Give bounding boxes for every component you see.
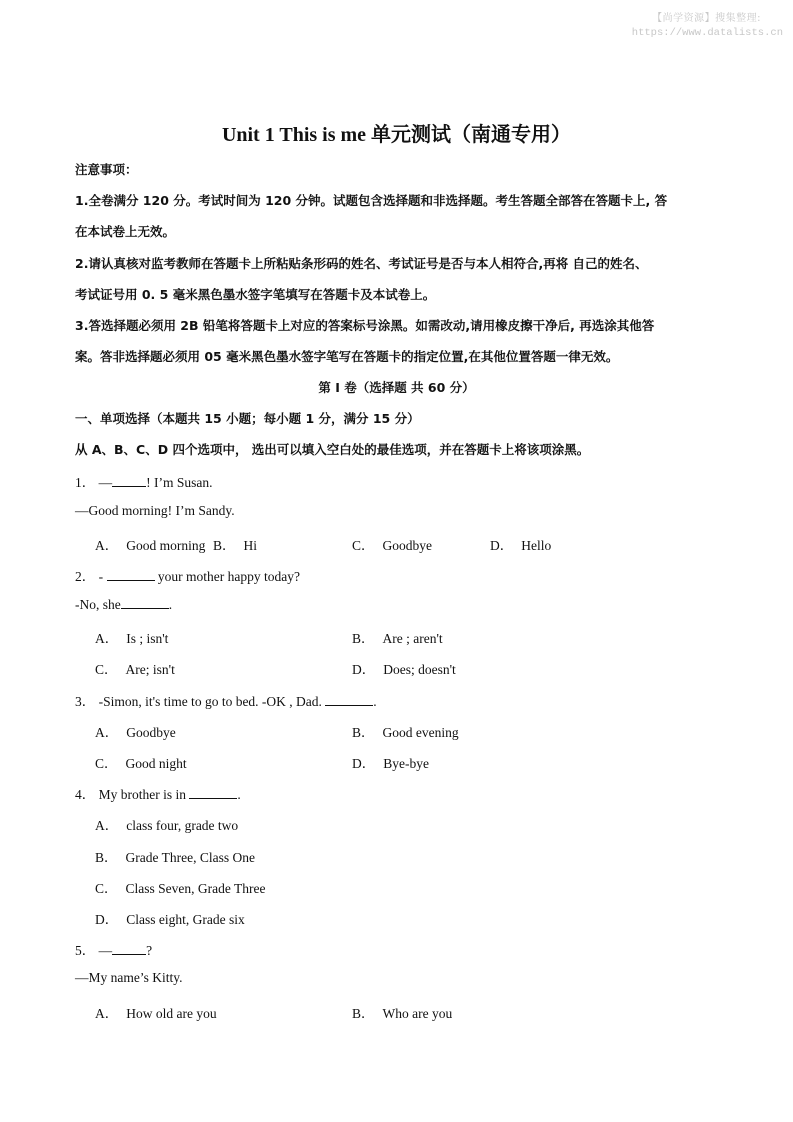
question-5-option-b[interactable]: B． Who are you <box>352 1006 453 1021</box>
answer-blank <box>189 786 237 799</box>
document-title: Unit 1 This is me 单元测试（南通专用） <box>221 124 572 146</box>
question-number: 1． <box>75 475 96 490</box>
question-5: 5． — ? <box>75 943 153 958</box>
watermark <box>632 12 783 40</box>
section-instructions: 从 A、B、C、D 四个选项中， 选出可以填入空白处的最佳选项，并在答题卡上将该项涂黑。 <box>75 442 590 457</box>
question-3-option-c[interactable]: C． Good night <box>95 756 187 771</box>
question-number: 5． <box>75 943 96 958</box>
notice-item-2-line-2: 考试证号用 0. 5 毫米黑色墨水签字笔填写在答题卡及本试卷上。 <box>75 287 436 302</box>
question-1-option-b[interactable]: B． Hi <box>213 538 258 553</box>
answer-blank <box>121 596 169 609</box>
answer-blank <box>107 568 155 581</box>
question-4-option-b[interactable]: B． Grade Three, Class One <box>95 850 255 865</box>
notice-heading: 注意事项： <box>75 162 138 177</box>
question-3-option-d[interactable]: D． Bye-bye <box>352 756 429 771</box>
question-3: 3． -Simon, it's time to go to bed. -OK , Dad. . <box>75 694 377 709</box>
watermark-source: 【尚学资源】搜集整理: <box>652 13 761 24</box>
answer-blank <box>325 693 373 706</box>
question-4-option-d[interactable]: D． Class eight, Grade six <box>95 912 245 927</box>
notice-item-3-line-2: 案。答非选择题必须用 05 毫米黑色墨水签字笔写在答题卡的指定位置,在其他位置答题一律无效。 <box>75 349 619 364</box>
part-1-heading: 第 I 卷（选择题 共 60 分） <box>318 380 475 395</box>
question-3-option-a[interactable]: A． Goodbye <box>95 725 176 740</box>
question-number: 4． <box>75 787 96 802</box>
question-1-response: —Good morning! I’m Sandy. <box>75 503 235 518</box>
question-1-option-a[interactable]: A． Good morning <box>95 538 206 553</box>
watermark-url: https://www.datalists.cn <box>631 27 783 39</box>
section-heading: 一、单项选择（本题共 15 小题；每小题 1 分，满分 15 分） <box>75 411 420 426</box>
notice-item-1-line-1: 1.全卷满分 120 分。考试时间为 120 分钟。试题包含选择题和非选择题。考生答题全部答在答题卡上, 答 <box>75 193 668 208</box>
question-4-option-a[interactable]: A． class four, grade two <box>95 818 239 833</box>
question-5-response: —My name’s Kitty. <box>75 970 183 985</box>
question-4-option-c[interactable]: C． Class Seven, Grade Three <box>95 881 266 896</box>
notice-item-2-line-1: 2.请认真核对监考教师在答题卡上所粘贴条形码的姓名、考试证号是否与本人相符合,再将 自己的姓名、 <box>75 256 648 271</box>
question-2-option-c[interactable]: C． Are; isn't <box>95 662 175 677</box>
question-2-option-b[interactable]: B． Are ; aren't <box>352 631 443 646</box>
question-5-option-a[interactable]: A． How old are you <box>95 1006 217 1021</box>
question-number: 2． <box>75 569 96 584</box>
question-4: 4． My brother is in . <box>75 787 241 802</box>
question-2: 2． - your mother happy today? <box>75 569 300 584</box>
question-1-option-c[interactable]: C． Goodbye <box>352 538 433 553</box>
question-1: 1． — ! I’m Susan. <box>75 475 213 490</box>
question-1-option-d[interactable]: D． Hello <box>490 538 552 553</box>
question-2-option-a[interactable]: A． Is ; isn't <box>95 631 169 646</box>
notice-item-3-line-1: 3.答选择题必须用 2B 铅笔将答题卡上对应的答案标号涂黑。如需改动,请用橡皮擦干净后, 再选涂其他答 <box>75 318 655 333</box>
question-number: 3． <box>75 694 96 709</box>
question-2-option-d[interactable]: D． Does; doesn't <box>352 662 456 677</box>
answer-blank <box>112 942 146 955</box>
notice-item-1-line-2: 在本试卷上无效。 <box>75 224 176 239</box>
answer-blank <box>112 474 146 487</box>
question-3-option-b[interactable]: B． Good evening <box>352 725 459 740</box>
question-2-response: -No, she . <box>75 597 173 612</box>
